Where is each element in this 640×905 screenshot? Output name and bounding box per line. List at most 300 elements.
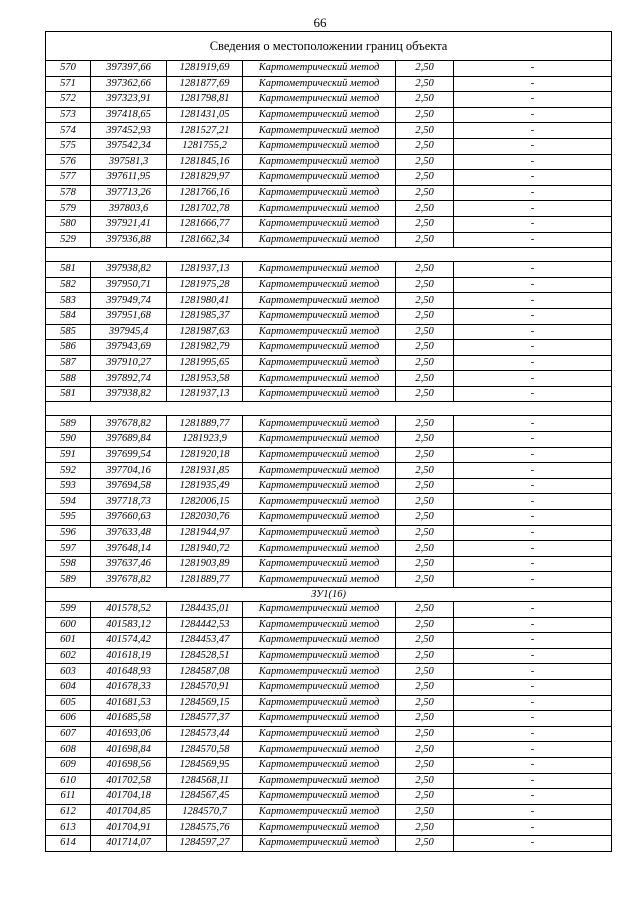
description-cell: - <box>454 835 612 851</box>
method-cell: Картометрический метод <box>243 679 396 695</box>
accuracy-cell: 2,50 <box>396 277 454 293</box>
point-number-cell: 613 <box>46 820 91 836</box>
blank-separator-cell <box>46 248 612 262</box>
point-number-cell: 582 <box>46 277 91 293</box>
coord-x-cell: 397637,46 <box>91 556 167 572</box>
point-number-cell: 610 <box>46 773 91 789</box>
coord-y-cell: 1281889,77 <box>167 416 243 432</box>
accuracy-cell: 2,50 <box>396 416 454 432</box>
method-cell: Картометрический метод <box>243 835 396 851</box>
method-cell: Картометрический метод <box>243 757 396 773</box>
method-cell: Картометрический метод <box>243 447 396 463</box>
method-cell: Картометрический метод <box>243 820 396 836</box>
method-cell: Картометрический метод <box>243 525 396 541</box>
method-cell: Картометрический метод <box>243 664 396 680</box>
table-row <box>46 340 612 356</box>
point-number-cell: 598 <box>46 556 91 572</box>
table-row <box>46 416 612 432</box>
point-number-cell: 596 <box>46 525 91 541</box>
point-number-cell: 587 <box>46 355 91 371</box>
coord-x-cell: 397949,74 <box>91 293 167 309</box>
point-number-cell: 529 <box>46 232 91 248</box>
description-cell: - <box>454 355 612 371</box>
point-number-cell: 581 <box>46 386 91 402</box>
coord-x-cell: 401678,33 <box>91 679 167 695</box>
point-number-cell: 614 <box>46 835 91 851</box>
table-row <box>46 76 612 92</box>
boundary-table-container <box>45 31 611 852</box>
method-cell: Картометрический метод <box>243 92 396 108</box>
description-cell: - <box>454 123 612 139</box>
description-cell: - <box>454 340 612 356</box>
description-cell: - <box>454 416 612 432</box>
point-number-cell: 590 <box>46 432 91 448</box>
accuracy-cell: 2,50 <box>396 232 454 248</box>
coord-y-cell: 1284568,11 <box>167 773 243 789</box>
point-number-cell: 600 <box>46 617 91 633</box>
point-number-cell: 592 <box>46 463 91 479</box>
description-cell: - <box>454 602 612 618</box>
accuracy-cell: 2,50 <box>396 648 454 664</box>
table-row <box>46 170 612 186</box>
table-row <box>46 138 612 154</box>
table-row <box>46 324 612 340</box>
point-number-cell: 573 <box>46 107 91 123</box>
table-row <box>46 525 612 541</box>
accuracy-cell: 2,50 <box>396 386 454 402</box>
coord-y-cell: 1284587,08 <box>167 664 243 680</box>
coord-x-cell: 397938,82 <box>91 386 167 402</box>
coord-y-cell: 1284442,53 <box>167 617 243 633</box>
accuracy-cell: 2,50 <box>396 308 454 324</box>
method-cell: Картометрический метод <box>243 76 396 92</box>
method-cell: Картометрический метод <box>243 277 396 293</box>
method-cell: Картометрический метод <box>243 648 396 664</box>
table-row <box>46 447 612 463</box>
table-row <box>46 123 612 139</box>
coord-y-cell: 1284570,58 <box>167 742 243 758</box>
point-number-cell: 589 <box>46 572 91 588</box>
method-cell: Картометрический метод <box>243 432 396 448</box>
description-cell: - <box>454 804 612 820</box>
coord-x-cell: 397694,58 <box>91 478 167 494</box>
coord-x-cell: 397713,26 <box>91 185 167 201</box>
accuracy-cell: 2,50 <box>396 92 454 108</box>
coord-x-cell: 401698,84 <box>91 742 167 758</box>
description-cell: - <box>454 107 612 123</box>
description-cell: - <box>454 201 612 217</box>
table-row <box>46 232 612 248</box>
coord-x-cell: 397921,41 <box>91 216 167 232</box>
method-cell: Картометрический метод <box>243 463 396 479</box>
coord-x-cell: 397938,82 <box>91 262 167 278</box>
coord-x-cell: 401693,06 <box>91 726 167 742</box>
coord-x-cell: 397648,14 <box>91 541 167 557</box>
method-cell: Картометрический метод <box>243 293 396 309</box>
accuracy-cell: 2,50 <box>396 602 454 618</box>
point-number-cell: 574 <box>46 123 91 139</box>
method-cell: Картометрический метод <box>243 804 396 820</box>
point-number-cell: 572 <box>46 92 91 108</box>
point-number-cell: 571 <box>46 76 91 92</box>
point-number-cell: 612 <box>46 804 91 820</box>
description-cell: - <box>454 185 612 201</box>
point-number-cell: 588 <box>46 371 91 387</box>
coord-x-cell: 397678,82 <box>91 572 167 588</box>
method-cell: Картометрический метод <box>243 308 396 324</box>
point-number-cell: 570 <box>46 61 91 77</box>
accuracy-cell: 2,50 <box>396 154 454 170</box>
point-number-cell: 606 <box>46 711 91 727</box>
coord-y-cell: 1281662,34 <box>167 232 243 248</box>
coord-y-cell: 1281919,69 <box>167 61 243 77</box>
accuracy-cell: 2,50 <box>396 711 454 727</box>
accuracy-cell: 2,50 <box>396 541 454 557</box>
table-row <box>46 463 612 479</box>
table-row <box>46 277 612 293</box>
point-number-cell: 608 <box>46 742 91 758</box>
method-cell: Картометрический метод <box>243 617 396 633</box>
description-cell: - <box>454 742 612 758</box>
point-number-cell: 589 <box>46 416 91 432</box>
coord-x-cell: 397362,66 <box>91 76 167 92</box>
table-row <box>46 371 612 387</box>
coord-y-cell: 1281923,9 <box>167 432 243 448</box>
point-number-cell: 579 <box>46 201 91 217</box>
coord-y-cell: 1281845,16 <box>167 154 243 170</box>
coord-y-cell: 1281889,77 <box>167 572 243 588</box>
method-cell: Картометрический метод <box>243 123 396 139</box>
method-cell: Картометрический метод <box>243 386 396 402</box>
accuracy-cell: 2,50 <box>396 572 454 588</box>
method-cell: Картометрический метод <box>243 355 396 371</box>
coord-y-cell: 1281920,18 <box>167 447 243 463</box>
coord-x-cell: 401648,93 <box>91 664 167 680</box>
coord-x-cell: 397699,54 <box>91 447 167 463</box>
accuracy-cell: 2,50 <box>396 510 454 526</box>
accuracy-cell: 2,50 <box>396 789 454 805</box>
accuracy-cell: 2,50 <box>396 633 454 649</box>
accuracy-cell: 2,50 <box>396 664 454 680</box>
coord-y-cell: 1281935,49 <box>167 478 243 494</box>
description-cell: - <box>454 789 612 805</box>
coord-x-cell: 397689,84 <box>91 432 167 448</box>
coord-y-cell: 1281829,97 <box>167 170 243 186</box>
description-cell: - <box>454 525 612 541</box>
description-cell: - <box>454 478 612 494</box>
accuracy-cell: 2,50 <box>396 185 454 201</box>
description-cell: - <box>454 664 612 680</box>
description-cell: - <box>454 76 612 92</box>
method-cell: Картометрический метод <box>243 695 396 711</box>
description-cell: - <box>454 648 612 664</box>
coord-y-cell: 1284570,91 <box>167 679 243 695</box>
point-number-cell: 611 <box>46 789 91 805</box>
point-number-cell: 603 <box>46 664 91 680</box>
coord-x-cell: 397581,3 <box>91 154 167 170</box>
method-cell: Картометрический метод <box>243 216 396 232</box>
table-row <box>46 789 612 805</box>
table-row <box>46 820 612 836</box>
method-cell: Картометрический метод <box>243 61 396 77</box>
coord-x-cell: 397633,48 <box>91 525 167 541</box>
accuracy-cell: 2,50 <box>396 201 454 217</box>
description-cell: - <box>454 695 612 711</box>
accuracy-cell: 2,50 <box>396 355 454 371</box>
coord-x-cell: 401685,58 <box>91 711 167 727</box>
table-row <box>46 572 612 588</box>
coord-y-cell: 1281755,2 <box>167 138 243 154</box>
section-separator <box>46 588 612 602</box>
accuracy-cell: 2,50 <box>396 525 454 541</box>
coord-y-cell: 1284577,37 <box>167 711 243 727</box>
accuracy-cell: 2,50 <box>396 742 454 758</box>
method-cell: Картометрический метод <box>243 371 396 387</box>
description-cell: - <box>454 773 612 789</box>
coord-y-cell: 1284573,44 <box>167 726 243 742</box>
coord-y-cell: 1281877,69 <box>167 76 243 92</box>
coord-x-cell: 397704,16 <box>91 463 167 479</box>
description-cell: - <box>454 308 612 324</box>
description-cell: - <box>454 154 612 170</box>
coord-y-cell: 1281982,79 <box>167 340 243 356</box>
coord-x-cell: 401704,91 <box>91 820 167 836</box>
point-number-cell: 583 <box>46 293 91 309</box>
coord-x-cell: 401578,52 <box>91 602 167 618</box>
coord-y-cell: 1281431,05 <box>167 107 243 123</box>
accuracy-cell: 2,50 <box>396 757 454 773</box>
accuracy-cell: 2,50 <box>396 494 454 510</box>
method-cell: Картометрический метод <box>243 478 396 494</box>
description-cell: - <box>454 170 612 186</box>
description-cell: - <box>454 726 612 742</box>
method-cell: Картометрический метод <box>243 541 396 557</box>
coord-y-cell: 1281985,37 <box>167 308 243 324</box>
coord-x-cell: 397910,27 <box>91 355 167 371</box>
coord-y-cell: 1284575,76 <box>167 820 243 836</box>
description-cell: - <box>454 572 612 588</box>
point-number-cell: 593 <box>46 478 91 494</box>
point-number-cell: 586 <box>46 340 91 356</box>
coord-y-cell: 1284435,01 <box>167 602 243 618</box>
description-cell: - <box>454 262 612 278</box>
description-cell: - <box>454 510 612 526</box>
blank-separator-cell <box>46 402 612 416</box>
table-row <box>46 92 612 108</box>
method-cell: Картометрический метод <box>243 742 396 758</box>
point-number-cell: 602 <box>46 648 91 664</box>
point-number-cell: 577 <box>46 170 91 186</box>
table-row <box>46 648 612 664</box>
accuracy-cell: 2,50 <box>396 617 454 633</box>
accuracy-cell: 2,50 <box>396 447 454 463</box>
method-cell: Картометрический метод <box>243 138 396 154</box>
table-row <box>46 61 612 77</box>
table-row <box>46 293 612 309</box>
table-row <box>46 201 612 217</box>
coord-x-cell: 397803,6 <box>91 201 167 217</box>
point-number-cell: 607 <box>46 726 91 742</box>
coord-x-cell: 397936,88 <box>91 232 167 248</box>
accuracy-cell: 2,50 <box>396 138 454 154</box>
coord-y-cell: 1281940,72 <box>167 541 243 557</box>
coord-x-cell: 397718,73 <box>91 494 167 510</box>
method-cell: Картометрический метод <box>243 232 396 248</box>
coord-x-cell: 401704,85 <box>91 804 167 820</box>
accuracy-cell: 2,50 <box>396 262 454 278</box>
coord-y-cell: 1281995,65 <box>167 355 243 371</box>
table-row <box>46 154 612 170</box>
description-cell: - <box>454 61 612 77</box>
accuracy-cell: 2,50 <box>396 170 454 186</box>
table-row <box>46 835 612 851</box>
coord-y-cell: 1284597,27 <box>167 835 243 851</box>
table-row <box>46 510 612 526</box>
coord-x-cell: 401583,12 <box>91 617 167 633</box>
description-cell: - <box>454 386 612 402</box>
accuracy-cell: 2,50 <box>396 695 454 711</box>
coord-x-cell: 397323,91 <box>91 92 167 108</box>
accuracy-cell: 2,50 <box>396 432 454 448</box>
description-cell: - <box>454 556 612 572</box>
coord-x-cell: 397678,82 <box>91 416 167 432</box>
point-number-cell: 594 <box>46 494 91 510</box>
coord-x-cell: 397951,68 <box>91 308 167 324</box>
coord-y-cell: 1284569,95 <box>167 757 243 773</box>
coord-y-cell: 1281931,85 <box>167 463 243 479</box>
accuracy-cell: 2,50 <box>396 324 454 340</box>
coord-x-cell: 397542,34 <box>91 138 167 154</box>
description-cell: - <box>454 820 612 836</box>
method-cell: Картометрический метод <box>243 633 396 649</box>
coord-y-cell: 1282006,15 <box>167 494 243 510</box>
coord-x-cell: 397892,74 <box>91 371 167 387</box>
description-cell: - <box>454 757 612 773</box>
coord-y-cell: 1281987,63 <box>167 324 243 340</box>
description-cell: - <box>454 633 612 649</box>
description-cell: - <box>454 463 612 479</box>
method-cell: Картометрический метод <box>243 556 396 572</box>
table-row <box>46 478 612 494</box>
section-separator <box>46 248 612 262</box>
accuracy-cell: 2,50 <box>396 804 454 820</box>
point-number-cell: 601 <box>46 633 91 649</box>
method-cell: Картометрический метод <box>243 510 396 526</box>
coord-x-cell: 397945,4 <box>91 324 167 340</box>
accuracy-cell: 2,50 <box>396 123 454 139</box>
coord-x-cell: 397660,63 <box>91 510 167 526</box>
table-row <box>46 216 612 232</box>
coord-y-cell: 1284569,15 <box>167 695 243 711</box>
table-row <box>46 494 612 510</box>
accuracy-cell: 2,50 <box>396 293 454 309</box>
description-cell: - <box>454 679 612 695</box>
table-row <box>46 432 612 448</box>
description-cell: - <box>454 138 612 154</box>
table-row <box>46 386 612 402</box>
coord-x-cell: 401574,42 <box>91 633 167 649</box>
coord-x-cell: 397397,66 <box>91 61 167 77</box>
table-row <box>46 742 612 758</box>
coord-y-cell: 1281666,77 <box>167 216 243 232</box>
accuracy-cell: 2,50 <box>396 61 454 77</box>
description-cell: - <box>454 216 612 232</box>
table-row <box>46 602 612 618</box>
method-cell: Картометрический метод <box>243 773 396 789</box>
description-cell: - <box>454 432 612 448</box>
description-cell: - <box>454 541 612 557</box>
coord-y-cell: 1281798,81 <box>167 92 243 108</box>
table-row <box>46 107 612 123</box>
coord-x-cell: 397452,93 <box>91 123 167 139</box>
accuracy-cell: 2,50 <box>396 371 454 387</box>
accuracy-cell: 2,50 <box>396 679 454 695</box>
point-number-cell: 581 <box>46 262 91 278</box>
table-row <box>46 757 612 773</box>
accuracy-cell: 2,50 <box>396 340 454 356</box>
point-number-cell: 591 <box>46 447 91 463</box>
coord-x-cell: 397418,65 <box>91 107 167 123</box>
coord-y-cell: 1282030,76 <box>167 510 243 526</box>
table-row <box>46 617 612 633</box>
table-row <box>46 664 612 680</box>
coord-x-cell: 401618,19 <box>91 648 167 664</box>
coord-x-cell: 401681,53 <box>91 695 167 711</box>
method-cell: Картометрический метод <box>243 185 396 201</box>
coord-x-cell: 401704,18 <box>91 789 167 805</box>
description-cell: - <box>454 371 612 387</box>
point-number-cell: 609 <box>46 757 91 773</box>
point-number-cell: 580 <box>46 216 91 232</box>
description-cell: - <box>454 447 612 463</box>
method-cell: Картометрический метод <box>243 154 396 170</box>
point-number-cell: 599 <box>46 602 91 618</box>
table-row <box>46 804 612 820</box>
coord-y-cell: 1281766,16 <box>167 185 243 201</box>
coord-y-cell: 1281937,13 <box>167 262 243 278</box>
table-row <box>46 695 612 711</box>
coord-y-cell: 1284570,7 <box>167 804 243 820</box>
description-cell: - <box>454 494 612 510</box>
table-row <box>46 262 612 278</box>
method-cell: Картометрический метод <box>243 416 396 432</box>
table-row <box>46 726 612 742</box>
point-number-cell: 595 <box>46 510 91 526</box>
coord-y-cell: 1284528,51 <box>167 648 243 664</box>
table-row <box>46 185 612 201</box>
description-cell: - <box>454 232 612 248</box>
method-cell: Картометрический метод <box>243 170 396 186</box>
method-cell: Картометрический метод <box>243 711 396 727</box>
accuracy-cell: 2,50 <box>396 216 454 232</box>
accuracy-cell: 2,50 <box>396 107 454 123</box>
point-number-cell: 597 <box>46 541 91 557</box>
coord-x-cell: 397950,71 <box>91 277 167 293</box>
description-cell: - <box>454 293 612 309</box>
point-number-cell: 575 <box>46 138 91 154</box>
accuracy-cell: 2,50 <box>396 726 454 742</box>
coord-x-cell: 401702,58 <box>91 773 167 789</box>
method-cell: Картометрический метод <box>243 789 396 805</box>
point-number-cell: 578 <box>46 185 91 201</box>
coord-y-cell: 1281937,13 <box>167 386 243 402</box>
coord-y-cell: 1281980,41 <box>167 293 243 309</box>
accuracy-cell: 2,50 <box>396 556 454 572</box>
table-row <box>46 308 612 324</box>
point-number-cell: 585 <box>46 324 91 340</box>
accuracy-cell: 2,50 <box>396 835 454 851</box>
coord-y-cell: 1281944,97 <box>167 525 243 541</box>
